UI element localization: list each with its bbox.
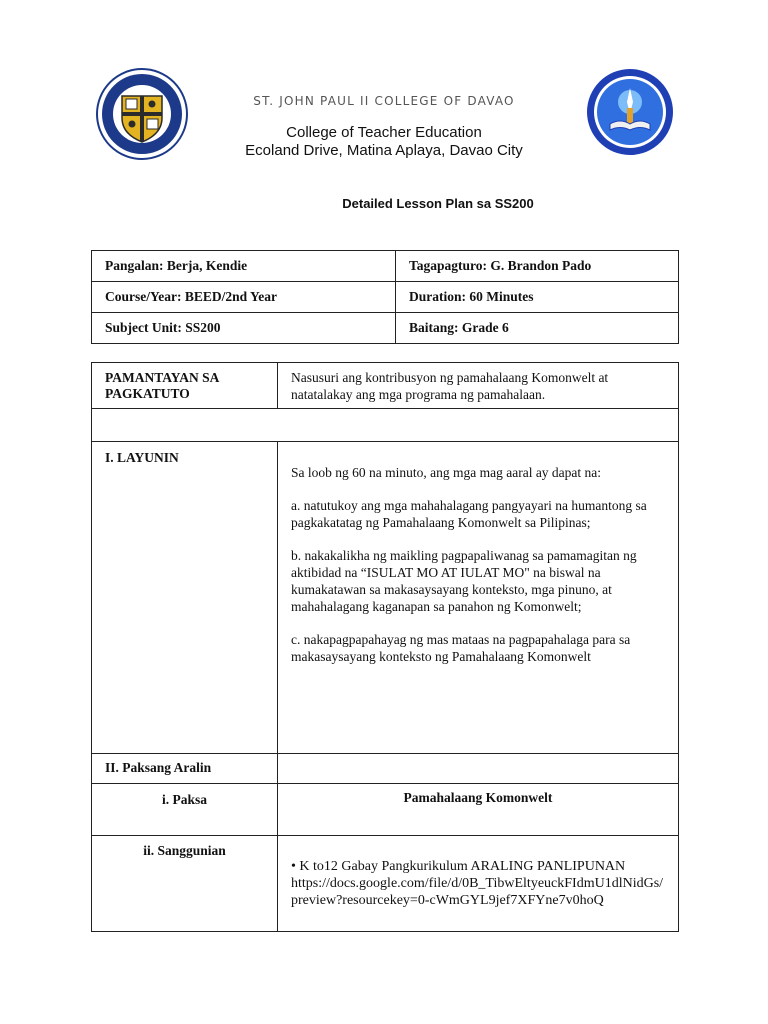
paksa-value: Pamahalaang Komonwelt: [403, 790, 553, 805]
school-name: ST. JOHN PAUL II COLLEGE OF DAVAO: [253, 94, 515, 108]
plan-row-sanggunian: [92, 836, 679, 932]
info-cell-grade: Baitang: Grade 6: [396, 313, 679, 344]
plan-row-pamantayan: [92, 363, 679, 409]
plan-row-layunin: [92, 442, 679, 754]
college-address: Ecoland Drive, Matina Aplaya, Davao City: [245, 142, 523, 159]
pamantayan-label: PAMANTAYAN SA PAGKATUTO: [105, 370, 219, 401]
layunin-objective-b: b. nakakalikha ng maikling pagpapaliwanag sa pamamagitan ng aktibidad na “ISULAT MO AT IULAT MO" na biswal na kumakatawan sa makasaysayang konteksto, mga pinuno, at mahahalagang kaganapan sa panahon ng Komonwelt;: [291, 548, 637, 614]
info-row: [92, 313, 679, 344]
info-row: [92, 282, 679, 313]
layunin-objective-a: a. natutukoy ang mga mahahalagang pangyayari na humantong sa pagkakatatag ng Pamahalaang Komonwelt sa Pilipinas;: [291, 498, 647, 530]
info-cell-subject: Subject Unit: SS200: [92, 313, 396, 344]
layunin-intro: Sa loob ng 60 na minuto, ang mga mag aaral ay dapat na:: [291, 465, 602, 480]
info-cell-name: Pangalan: Berja, Kendie: [92, 251, 396, 282]
layunin-label: I. LAYUNIN: [105, 450, 179, 465]
plan-row-empty: [92, 409, 679, 442]
plan-row-paksa: [92, 784, 679, 836]
info-cell-duration: Duration: 60 Minutes: [396, 282, 679, 313]
empty-cell: [92, 409, 679, 442]
sanggunian-link-continued[interactable]: preview?resourcekey=0-cWmGYL9jef7XFYne7v0hoQ: [291, 893, 604, 908]
paksang-aralin-empty: [278, 754, 679, 784]
paksang-aralin-label: II. Paksang Aralin: [105, 760, 212, 775]
sanggunian-label: ii. Sanggunian: [143, 843, 226, 858]
lesson-plan-table: [91, 362, 679, 932]
document-title: Detailed Lesson Plan sa SS200: [342, 196, 534, 211]
paksa-label: i. Paksa: [161, 792, 207, 807]
pamantayan-text: Nasusuri ang kontribusyon ng pamahalaang Komonwelt at natatalakay ang mga programa ng pamahalaan.: [291, 370, 609, 402]
college-name: College of Teacher Education: [286, 124, 482, 141]
info-cell-course: Course/Year: BEED/2nd Year: [92, 282, 396, 313]
info-cell-teacher: Tagapagturo: G. Brandon Pado: [396, 251, 679, 282]
sanggunian-reference: • K to12 Gabay Pangkurikulum ARALING PANLIPUNAN: [291, 859, 626, 874]
info-row: [92, 251, 679, 282]
plan-row-paksang-aralin: [92, 754, 679, 784]
lesson-info-table: [91, 250, 679, 344]
layunin-objective-c: c. nakapagpapahayag ng mas mataas na pagpapahalaga para sa makasaysayang konteksto ng Pamahalaang Komonwelt: [291, 632, 631, 664]
sanggunian-link[interactable]: https://docs.google.com/file/d/0B_TibwEltyeuckFIdmU1dlNidGs/: [291, 876, 664, 891]
